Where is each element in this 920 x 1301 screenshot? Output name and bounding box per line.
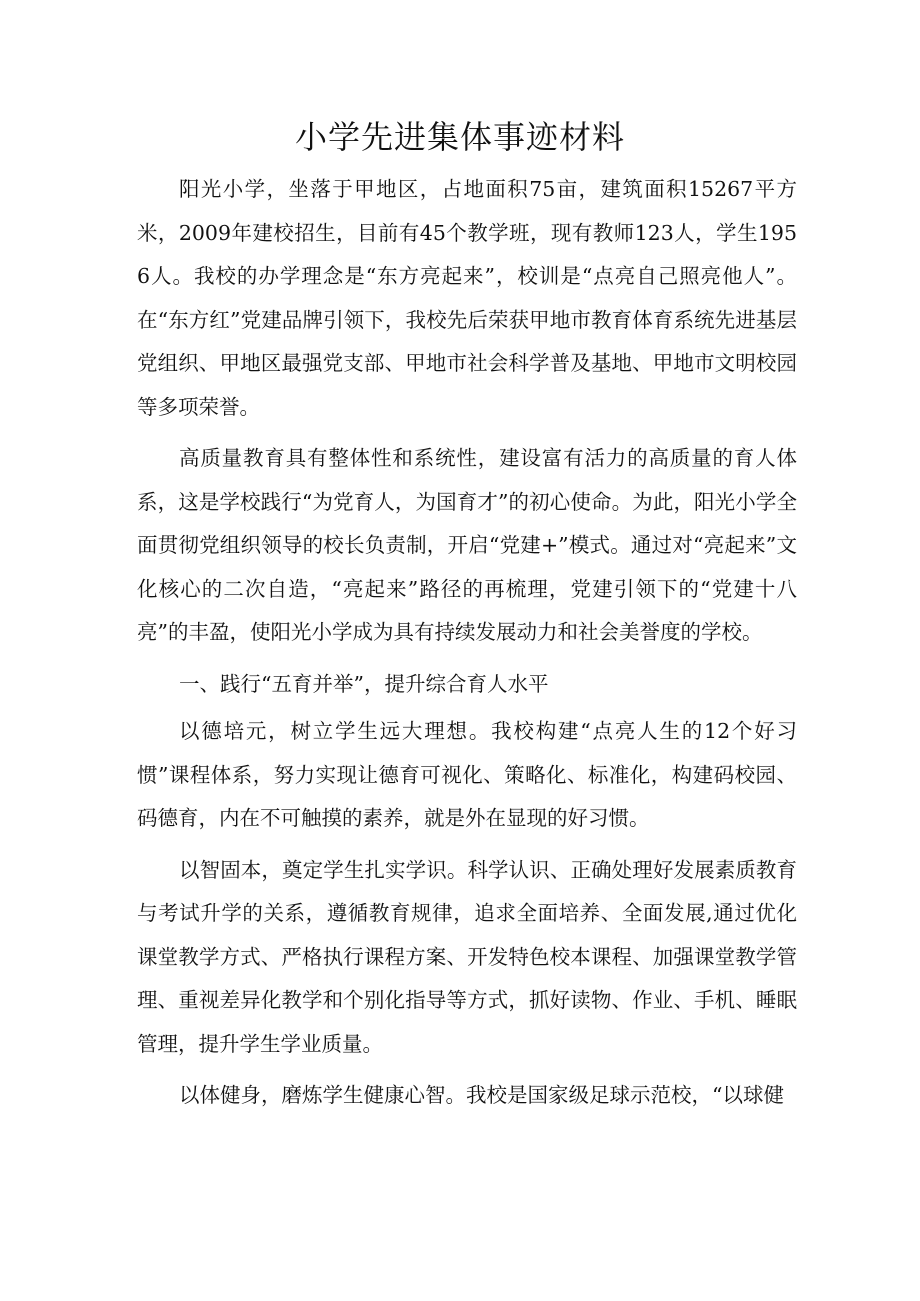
paragraph-quality-education: 高质量教育具有整体性和系统性，建设富有活力的高质量的育人体系，这是学校践行“为党育人，为国育才”的初心使命。为此，阳光小学全面贯彻党组织领导的校长负责制，开启“党建+”模式。通过对“亮起来”文化核心的二次自造，“亮起来”路径的再梳理，党建引领下的“党建十八亮”的丰盈，使阳光小学成为具有持续发展动力和社会美誉度的学校。 [137,446,797,644]
paragraph-intellectual-education: 以智固本，奠定学生扎实学识。科学认识、正确处理好发展素质教育与考试升学的关系，遵循教育规律，追求全面培养、全面发展,通过优化课堂教学方式、严格执行课程方案、开发特色校本课程、加强课堂教学管理、重视差异化教学和个别化指导等方式，抓好读物、作业、手机、睡眠管理，提升学生学业质量。 [137,857,797,1056]
document-title: 小学先进集体事迹材料 [294,118,625,156]
document-body [137,168,797,1126]
paragraph-school-intro: 阳光小学，坐落于甲地区，占地面积75亩，建筑面积15267平方米，2009年建校招生，目前有45个教学班，现有教师123人，学生1956人。我校的办学理念是“东方亮起来”，校训是“点亮自己照亮他人”。在“东方红”党建品牌引领下，我校先后荣获甲地市教育体育系统先进基层党组织、甲地区最强党支部、甲地市社会科学普及基地、甲地市文明校园等多项荣誉。 [137,177,797,419]
paragraph-physical-education: 以体健身，磨炼学生健康心智。我校是国家级足球示范校，“以球健 [179,1083,784,1107]
paragraph-moral-education: 以德培元，树立学生远大理想。我校构建“点亮人生的12个好习惯”课程体系，努力实现让德育可视化、策略化、标准化，构建码校园、码德育，内在不可触摸的素养，就是外在显现的好习惯。 [137,719,797,830]
section-heading-five-education: 一、践行“五育并举”，提升综合育人水平 [179,671,549,696]
